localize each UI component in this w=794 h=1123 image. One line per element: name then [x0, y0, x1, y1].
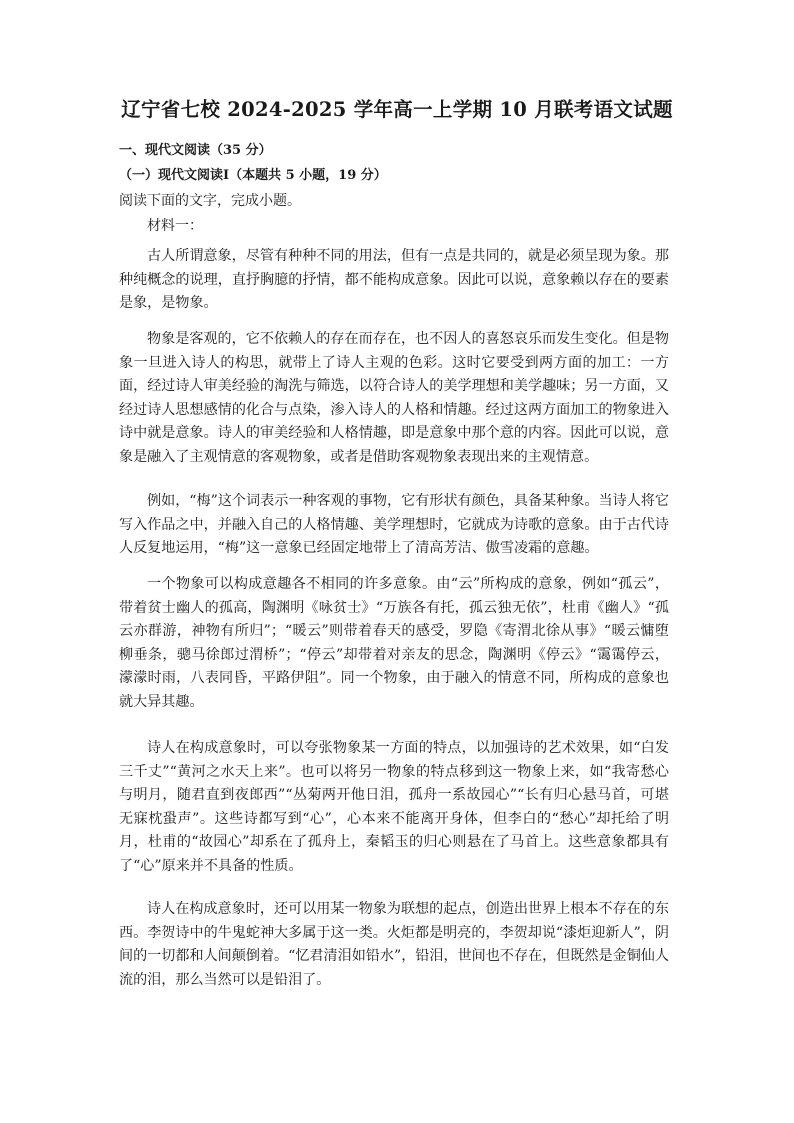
page-title: 辽宁省七校 2024-2025 学年高一上学期 10 月联考语文试题 [121, 98, 673, 121]
material-label: 材料一： [147, 218, 203, 234]
paragraph-5: 诗人在构成意象时，可以夸张物象某一方面的特点，以加强诗的艺术效果，如“白发三千丈”“黄河之水天上来”。也可以将另一物象的特点移到这一物象上来，如“我寄愁心与明月，随君直到夜郎西”“丛菊两开他日泪，孤舟一系故园心”“长有归心悬马首，可堪无寐枕蛩声”。这些诗都写到“心”，心本来不能离开身体，但李白的“愁心”却托给了明月，杜甫的“故园心”却系在了孤舟上，秦韬玉的归心则悬在了马首上。这些意象都具有了“心”原来并不具备的性质。 [119, 740, 669, 874]
paragraph-4: 一个物象可以构成意趣各不相同的许多意象。由“云”所构成的意象，例如“孤云”，带着贫士幽人的孤高，陶渊明《咏贫士》“万族各有托，孤云独无依”，杜甫《幽人》“孤云亦群游，神物有所归”；“暖云”则带着春天的感受，罗隐《寄渭北徐从事》“暖云慵堕柳垂条，骢马徐郎过渭桥”；“停云”却带着对亲友的思念，陶渊明《停云》“霭霭停云，濛濛时雨，八表同昏，平路伊阻”。同一个物象，由于融入的情意不同，所构成的意象也就大异其趣。 [119, 576, 669, 710]
paragraph-3: 例如，“梅”这个词表示一种客观的事物，它有形状有颜色，具备某种象。当诗人将它写入作品之中，并融入自己的人格情趣、美学理想时，它就成为诗歌的意象。由于古代诗人反复地运用，“梅”这一意象已经固定地带上了清高芳洁、傲雪凌霜的意趣。 [119, 493, 669, 557]
paragraph-1: 古人所谓意象，尽管有种种不同的用法，但有一点是共同的，就是必须呈现为象。那种纯概念的说理，直抒胸臆的抒情，都不能构成意象。因此可以说，意象赖以存在的要素是象，是物象。 [119, 248, 669, 312]
subsection-heading: （一）现代文阅读Ⅰ（本题共 5 小题，19 分） [119, 168, 387, 183]
paragraph-6: 诗人在构成意象时，还可以用某一物象为联想的起点，创造出世界上根本不存在的东西。李贺诗中的牛鬼蛇神大多属于这一类。火炬都是明亮的，李贺却说“漆炬迎新人”，阴间的一切都和人间颠倒着。“忆君清泪如铅水”，铅泪，世间也不存在，但既然是金铜仙人流的泪，那么当然可以是铅泪了。 [119, 901, 669, 988]
instruction-text: 阅读下面的文字，完成小题。 [119, 193, 301, 209]
section-heading: 一、现代文阅读（35 分） [119, 143, 272, 158]
paragraph-2: 物象是客观的，它不依赖人的存在而存在，也不因人的喜怒哀乐而发生变化。但是物象一旦进入诗人的构思，就带上了诗人主观的色彩。这时它要受到两方面的加工：一方面，经过诗人审美经验的淘洗与筛选，以符合诗人的美学理想和美学趣味；另一方面，又经过诗人思想感情的化合与点染，渗入诗人的人格和情趣。经过这两方面加工的物象进入诗中就是意象。诗人的审美经验和人格情趣，即是意象中那个意的内容。因此可以说，意象是融入了主观情意的客观物象，或者是借助客观物象表现出来的主观情意。 [119, 331, 669, 465]
